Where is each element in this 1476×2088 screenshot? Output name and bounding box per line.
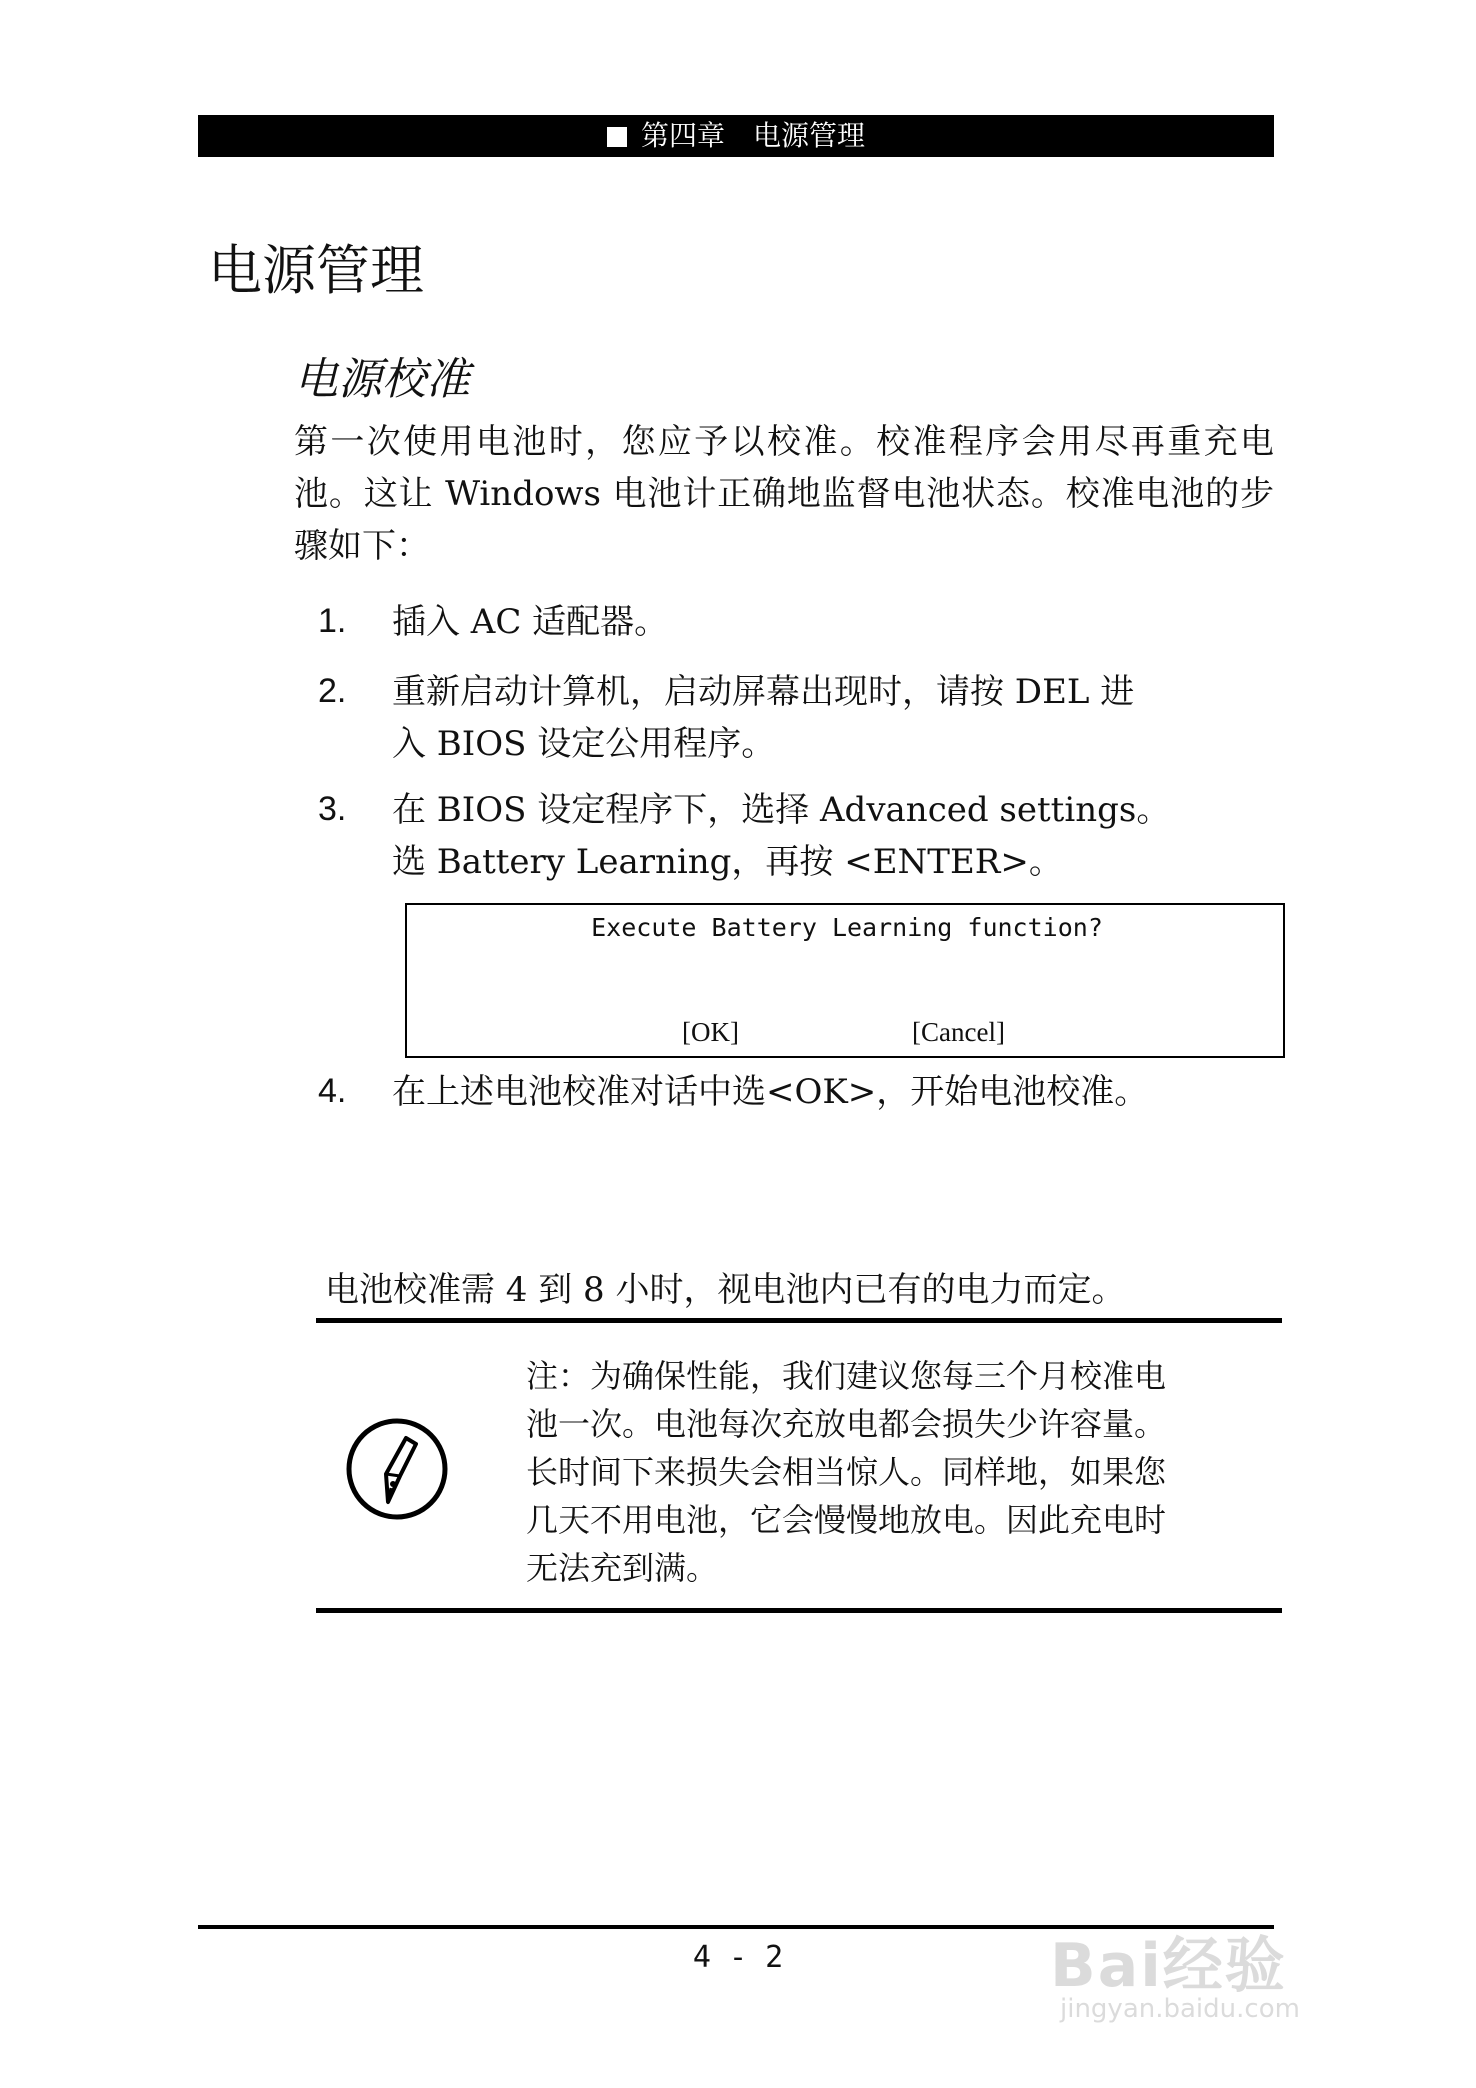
step-number: 2. — [318, 672, 347, 710]
section-title: 电源校准 — [294, 354, 470, 405]
square-bullet-icon — [607, 127, 627, 147]
page-number: 4 - 2 — [692, 1940, 784, 1975]
step-number: 1. — [318, 602, 347, 640]
step-text: 插入 AC 适配器。 — [392, 602, 669, 642]
step-text: 在 BIOS 设定程序下，选择 Advanced settings。 — [392, 790, 1171, 830]
chapter-title: 电源管理 — [208, 239, 424, 302]
note-line: 无法充到满。 — [526, 1549, 719, 1587]
note-box — [526, 1352, 1246, 1592]
battery-learning-dialog — [405, 903, 1285, 1058]
chapter-header-bar — [198, 115, 1274, 157]
note-line: 长时间下来损失会相当惊人。同样地，如果您 — [526, 1453, 1167, 1491]
calibration-time-note: 电池校准需 4 到 8 小时，视电池内已有的电力而定。 — [325, 1270, 1126, 1310]
step-text: 入 BIOS 设定公用程序。 — [392, 724, 776, 764]
note-top-rule — [316, 1318, 1282, 1323]
watermark-url: jingyan.baidu.com — [1060, 1994, 1300, 2024]
cancel-button: [Cancel] — [912, 1017, 1005, 1047]
step-number: 4. — [318, 1072, 347, 1110]
step-number: 3. — [318, 790, 347, 828]
note-line: 注：为确保性能，我们建议您每三个月校准电 — [526, 1357, 1167, 1395]
dialog-message: Execute Battery Learning function? — [591, 913, 1103, 942]
chapter-header — [198, 115, 1274, 157]
step-text: 选 Battery Learning，再按 <ENTER>。 — [392, 842, 1063, 882]
step-text: 在上述电池校准对话中选<OK>，开始电池校准。 — [392, 1072, 1149, 1112]
baidu-watermark — [1050, 1900, 1410, 2040]
chapter-header-text: 第四章 电源管理 — [640, 119, 865, 152]
note-bottom-rule — [316, 1608, 1282, 1613]
pen-nib-icon — [344, 1416, 450, 1522]
step-text: 重新启动计算机，启动屏幕出现时，请按 DEL 进 — [392, 672, 1135, 712]
intro-paragraph: 第一次使用电池时，您应予以校准。校准程序会用尽再重充电池。这让 Windows 电池计正确地监督电池状态。校准电池的步骤如下： — [294, 422, 1274, 566]
watermark-brand: Bai经验 — [1050, 1931, 1287, 2001]
note-line: 几天不用电池，它会慢慢地放电。因此充电时 — [526, 1501, 1167, 1539]
note-line: 池一次。电池每次充放电都会损失少许容量。 — [526, 1405, 1167, 1443]
ok-button: [OK] — [682, 1017, 739, 1047]
